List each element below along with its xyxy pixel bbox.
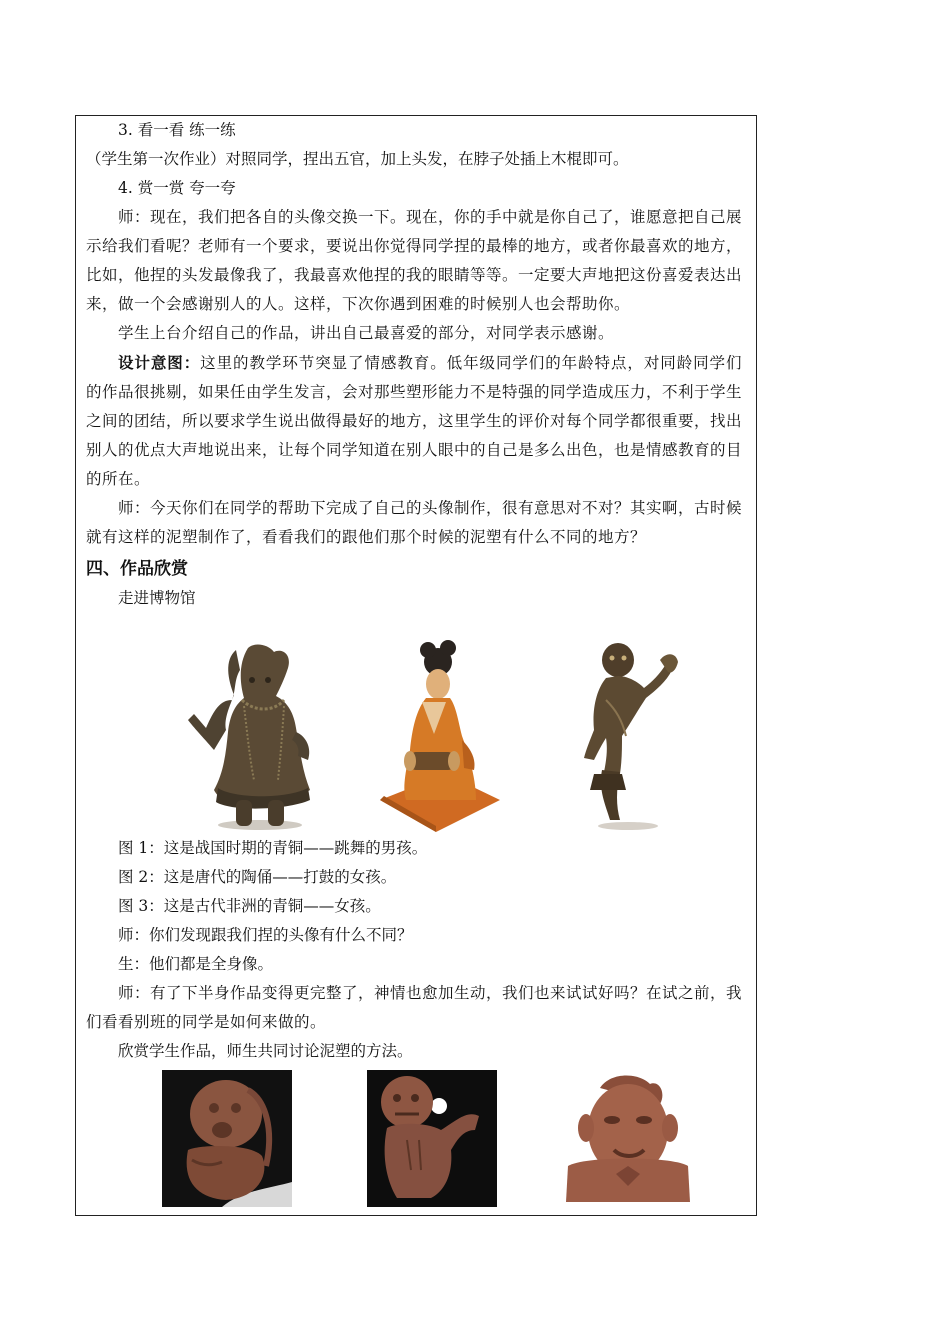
student-paragraph-1: 学生上台介绍自己的作品，讲出自己最喜爱的部分，对同学表示感谢。 bbox=[118, 324, 615, 342]
design-intent-label: 设计意图： bbox=[118, 353, 201, 372]
teacher-paragraph-1: 师：现在，我们把各自的头像交换一下。现在，你的手中就是你自己了，谁愿意把自己展示给我们看呢？老师有一个要求，要说出你觉得同学捏的最棒的地方，或者你最喜欢的地方，比如，他捏的头发最像我了，我最喜欢他捏的我的眼睛等等。一定要大声地把这份喜爱表达出来，做一个会感谢别人的人。这样，下次你遇到困难的时候别人也会帮助你。 bbox=[86, 208, 743, 313]
african-bronze-girl-figure bbox=[576, 640, 686, 832]
teacher-question: 师：你们发现跟我们捏的头像有什么不同？ bbox=[118, 926, 413, 944]
student-clay-work-1 bbox=[162, 1070, 292, 1207]
content bbox=[86, 116, 742, 613]
content-frame bbox=[75, 115, 757, 1216]
student-clay-work-2 bbox=[367, 1070, 497, 1207]
figure-1-caption: 图 1：这是战国时期的青铜——跳舞的男孩。 bbox=[118, 839, 428, 857]
section3-title: 3. 看一看 练一练 bbox=[118, 121, 236, 139]
teacher-paragraph-4: 师：有了下半身作品变得更完整了，神情也愈加生动，我们也来试试好吗？在试之前，我们看看别班的同学是如何来做的。 bbox=[86, 984, 743, 1031]
design-intent-text: 这里的教学环节突显了情感教育。低年级同学们的年龄特点，对同龄同学们的作品很挑剔，如果任由学生发言，会对那些塑形能力不是特强的同学造成压力，不利于学生之间的团结，所以要求学生说出做得最好的地方，这里学生的评价对每个同学都很重要，找出别人的优点大声地说出来，让每个同学知道在别人眼中的自己是多么出色，也是情感教育的目的所在。 bbox=[86, 354, 743, 488]
section3-task: （学生第一次作业）对照同学，捏出五官，加上头发，在脖子处插上木棍即可。 bbox=[86, 150, 629, 168]
design-intent bbox=[86, 348, 742, 494]
figure-3-caption: 图 3：这是古代非洲的青铜——女孩。 bbox=[118, 897, 381, 915]
section4-title: 4. 赏一赏 夸一夸 bbox=[118, 179, 236, 197]
bronze-dancing-boy-figure bbox=[184, 640, 332, 832]
figure-2-caption: 图 2：这是唐代的陶俑——打鼓的女孩。 bbox=[118, 868, 397, 886]
student-answer: 生：他们都是全身像。 bbox=[118, 955, 274, 973]
tang-drum-girl-figure bbox=[376, 640, 501, 832]
student-clay-work-3 bbox=[554, 1070, 704, 1207]
section-heading-4: 四、作品欣赏 bbox=[86, 559, 188, 579]
teacher-paragraph-2: 师：今天你们在同学的帮助下完成了自己的头像制作，很有意思对不对？其实啊，古时候就有这样的泥塑制作了，看看我们的跟他们那个时候的泥塑有什么不同的地方？ bbox=[86, 499, 743, 546]
museum-intro: 走进博物馆 bbox=[118, 589, 196, 607]
figure-captions bbox=[86, 834, 742, 1066]
appreciate-line: 欣赏学生作品，师生共同讨论泥塑的方法。 bbox=[118, 1042, 413, 1060]
